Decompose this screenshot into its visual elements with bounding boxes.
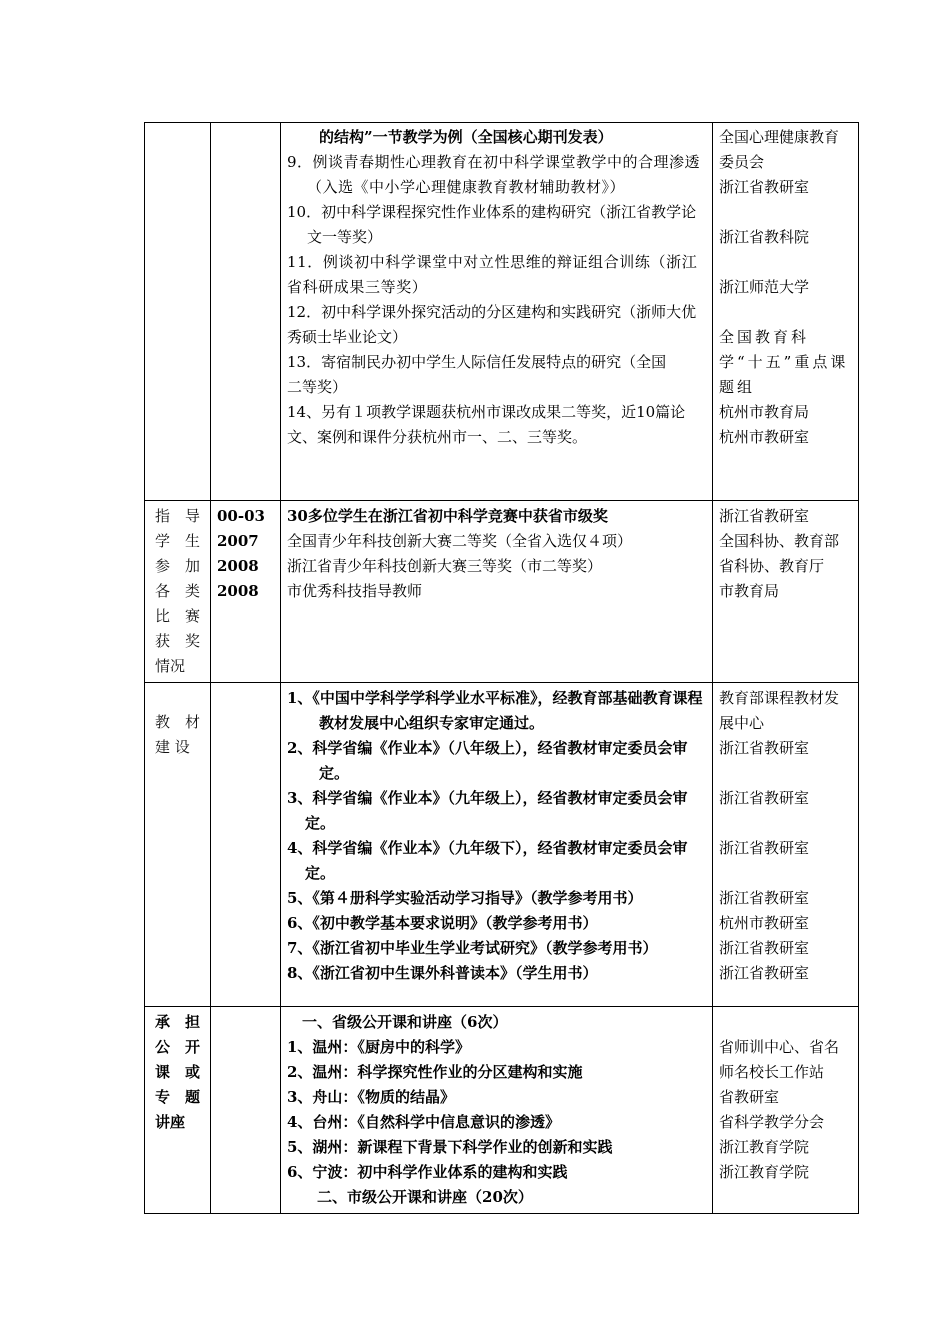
list-item: 全国青少年科技创新大赛二等奖（全省入选仅４项） (287, 532, 633, 550)
year-entry: 2008 (217, 582, 259, 600)
unit-entry: 浙江省教研室 (719, 964, 810, 982)
unit-entry: 杭州市教研室 (719, 428, 810, 446)
list-item: 11．例谈初中科学课堂中对立性思维的辩证组合训练（浙江省科研成果三等奖） (287, 253, 698, 296)
category-line: 建 设 (155, 738, 190, 756)
document-page (144, 122, 858, 1214)
unit-entry: 浙江省教研室 (719, 839, 810, 857)
unit-entry (719, 300, 852, 325)
unit-entry (719, 811, 852, 836)
category-line: 比 赛 (155, 607, 201, 625)
unit-entry: 杭州市教育局 (719, 403, 810, 421)
unit-entry (719, 200, 852, 225)
unit-entry: 全国心理健康教育委员会 (719, 128, 840, 171)
year-cell (211, 683, 281, 1007)
unit-cell (713, 1007, 859, 1214)
list-item: 浙江省青少年科技创新大赛三等奖（市二等奖） (287, 557, 603, 575)
list-item: 6、宁波：初中科学作业体系的建构和实践 (287, 1163, 568, 1181)
list-item: 8、《浙江省初中生课外科普读本》（学生用书） (287, 964, 598, 982)
content-cell (281, 1007, 713, 1214)
unit-entry: 教育部课程教材发展中心 (719, 689, 840, 732)
category-cell (145, 501, 211, 683)
unit-cell (713, 501, 859, 683)
category-line: 专 题 (155, 1088, 201, 1106)
category-line: 各 类 (155, 582, 201, 600)
list-item: 5、湖州：新课程下背景下科学作业的创新和实践 (287, 1138, 613, 1156)
unit-entry: 浙江省教研室 (719, 939, 810, 957)
category-line: 参 加 (155, 557, 201, 575)
unit-entry: 浙江省教研室 (719, 507, 810, 525)
year-entry: 2008 (217, 557, 259, 575)
category-line: 教 材 (155, 713, 201, 731)
year-entry: 00-03 (217, 507, 265, 525)
list-item: 10．初中科学课程探究性作业体系的建构研究（浙江省教学论文一等奖） (287, 203, 697, 246)
list-item: 3、舟山：《物质的结晶》 (287, 1088, 455, 1106)
list-item: 5、《第４册科学实验活动学习指导》（教学参考用书） (287, 889, 643, 907)
unit-entry (719, 761, 852, 786)
unit-entry: 省科学教学分会 (719, 1113, 825, 1131)
unit-cell (713, 683, 859, 1007)
achievement-table (144, 122, 859, 1214)
unit-entry: 省科协、教育厅 (719, 557, 825, 575)
category-line: 获 奖 (155, 632, 201, 650)
unit-entry (719, 861, 852, 886)
list-item: 6、《初中教学基本要求说明》（教学参考用书） (287, 914, 598, 932)
unit-entry: 浙江教育学院 (719, 1163, 810, 1181)
category-line: 情况 (155, 657, 186, 675)
unit-entry: 浙江省教研室 (719, 178, 810, 196)
unit-entry: 全国科协、教育部 (719, 532, 840, 550)
year-cell (211, 123, 281, 501)
list-item: 3、科学省编《作业本》（九年级上），经省教材审定委员会审定。 (287, 789, 688, 832)
year-entry: 2007 (217, 532, 259, 550)
list-item: 1、温州：《厨房中的科学》 (287, 1038, 470, 1056)
list-item: 14、另有１项教学课题获杭州市课改成果二等奖，近10篇论文、案例和课件分获杭州市一、二、三等奖。 (287, 403, 686, 446)
unit-entry: 省师训中心、省名师名校长工作站 (719, 1038, 840, 1081)
list-item: 13．寄宿制民办初中学生人际信任发展特点的研究（全国 (287, 353, 667, 371)
unit-entry: 市教育局 (719, 582, 780, 600)
category-line: 公 开 (155, 1038, 201, 1056)
unit-entry: 浙江省教科院 (719, 228, 810, 246)
list-item: 二、市级公开课和讲座（20次） (287, 1188, 533, 1206)
unit-entry: 杭州市教研室 (719, 914, 810, 932)
unit-entry: 全国教育科学“十五”重点课题组 (719, 328, 849, 396)
year-cell (211, 1007, 281, 1214)
table-row (145, 1007, 859, 1214)
list-item: 1、《中国中学科学学科学业水平标准》，经教育部基础教育课程教材发展中心组织专家审定通过。 (287, 689, 703, 732)
category-line: 讲座 (155, 1113, 186, 1131)
list-item: 的结构”一节教学为例（全国核心期刊发表） (319, 128, 613, 146)
unit-entry (719, 250, 852, 275)
unit-entry: 浙江省教研室 (719, 889, 810, 907)
list-item: 市优秀科技指导教师 (287, 582, 423, 600)
table-row (145, 501, 859, 683)
content-cell (281, 683, 713, 1007)
year-cell (211, 501, 281, 683)
list-item: 一、省级公开课和讲座（6次） (287, 1013, 508, 1031)
category-line: 课 或 (155, 1063, 201, 1081)
table-row (145, 683, 859, 1007)
unit-entry: 浙江教育学院 (719, 1138, 810, 1156)
category-line: 指 导 (155, 507, 201, 525)
list-item: 4、科学省编《作业本》（九年级下），经省教材审定委员会审定。 (287, 839, 688, 882)
category-cell (145, 683, 211, 1007)
category-cell (145, 1007, 211, 1214)
unit-entry: 省教研室 (719, 1088, 780, 1106)
category-line: 承 担 (155, 1013, 201, 1031)
list-item: 12．初中科学课外探究活动的分区建构和实践研究（浙师大优秀硕士毕业论文） (287, 303, 697, 346)
list-item: 4、台州：《自然科学中信息意识的渗透》 (287, 1113, 560, 1131)
list-item: 二等奖） (287, 378, 348, 396)
unit-entry: 浙江省教研室 (719, 739, 810, 757)
category-line: 学 生 (155, 532, 201, 550)
unit-entry: 浙江省教研室 (719, 789, 810, 807)
unit-entry (719, 1010, 852, 1035)
list-item: 2、科学省编《作业本》（八年级上），经省教材审定委员会审定。 (287, 739, 688, 782)
content-cell (281, 501, 713, 683)
list-item: 2、温州：科学探究性作业的分区建构和实施 (287, 1063, 583, 1081)
unit-cell (713, 123, 859, 501)
category-cell (145, 123, 211, 501)
table-row (145, 123, 859, 501)
list-item: 30多位学生在浙江省初中科学竞赛中获省市级奖 (287, 507, 608, 525)
list-item: 7、《浙江省初中毕业生学业考试研究》（教学参考用书） (287, 939, 658, 957)
unit-entry: 浙江师范大学 (719, 278, 810, 296)
list-item: 9．例谈青春期性心理教育在初中科学课堂教学中的合理渗透（入选《中小学心理健康教育教材辅助教材》） (287, 153, 701, 196)
content-cell (281, 123, 713, 501)
